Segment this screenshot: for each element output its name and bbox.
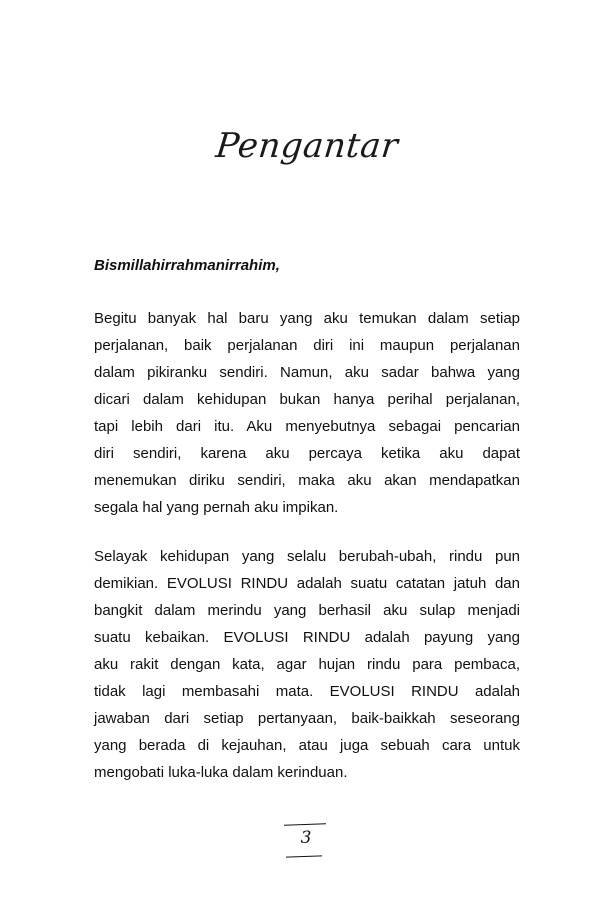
paragraph-line: bangkit dalam merindu yang berhasil aku sulap menjadi — [94, 602, 520, 619]
paragraph-line: tapi lebih dari itu. Aku menyebutnya sebagai pencarian — [94, 418, 520, 435]
paragraph-line: jawaban dari setiap pertanyaan, baik-baikkah seseorang — [94, 710, 520, 727]
paragraph-line: dalam pikiranku sendiri. Namun, aku sadar bahwa yang — [94, 364, 520, 381]
folio-rule-bottom — [286, 855, 322, 857]
paragraph-line: segala hal yang pernah aku impikan. — [94, 499, 339, 516]
paragraph-line: yang berada di kejauhan, atau juga sebuah cara untuk — [94, 737, 520, 754]
paragraph-line: aku rakit dengan kata, agar hujan rindu para pembaca, — [94, 656, 520, 673]
paragraph-line: demikian. EVOLUSI RINDU adalah suatu catatan jatuh dan — [94, 575, 520, 592]
chapter-title: Pengantar — [213, 125, 401, 166]
paragraph-line: dicari dalam kehidupan bukan hanya perihal perjalanan, — [94, 391, 520, 408]
paragraph-line: Begitu banyak hal baru yang aku temukan dalam setiap — [94, 310, 520, 327]
salutation: Bismillahirrahmanirrahim, — [94, 257, 280, 274]
paragraph-line: tidak lagi membasahi mata. EVOLUSI RINDU adalah — [94, 683, 520, 700]
paragraph-line: diri sendiri, karena aku percaya ketika aku dapat — [94, 445, 520, 462]
paragraph-line: perjalanan, baik perjalanan diri ini maupun perjalanan — [94, 337, 520, 354]
paragraph-line: mengobati luka-luka dalam kerinduan. — [94, 764, 348, 781]
paragraph-2 — [94, 543, 520, 786]
paragraph-line: menemukan diriku sendiri, maka aku akan mendapatkan — [94, 472, 520, 489]
paragraph-line: Selayak kehidupan yang selalu berubah-ubah, rindu pun — [94, 548, 520, 565]
folio-rule-top — [284, 823, 326, 825]
page-number-folio — [280, 820, 332, 864]
page-number: 3 — [300, 828, 312, 848]
paragraph-line: suatu kebaikan. EVOLUSI RINDU adalah payung yang — [94, 629, 520, 646]
paragraph-1 — [94, 305, 520, 521]
